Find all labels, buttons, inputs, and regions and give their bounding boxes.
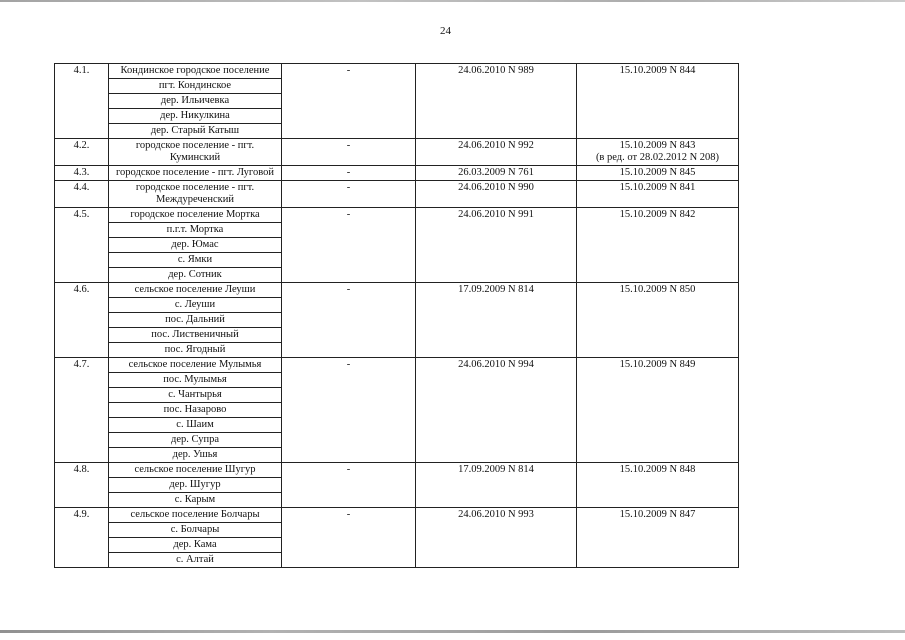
charter-reference-text: 15.10.2009 N 847 xyxy=(619,509,696,520)
municipality-name: сельское поселение Шугур xyxy=(109,463,282,478)
settlement-name: с. Алтай xyxy=(109,553,282,568)
charter-reference xyxy=(577,139,739,166)
charter-reference-text: 15.10.2009 N 848 xyxy=(619,464,696,475)
settlement-name: пос. Лиственичный xyxy=(109,328,282,343)
settlement-name: с. Ямки xyxy=(109,253,282,268)
table-row xyxy=(55,208,739,223)
settlement-name: с. Чантырья xyxy=(109,388,282,403)
municipality-name: городское поселение - пгт. Куминский xyxy=(109,139,282,166)
charter-reference xyxy=(577,358,739,463)
table-row xyxy=(55,283,739,298)
decision-reference: 24.06.2010 N 994 xyxy=(416,358,577,463)
charter-reference-text: 15.10.2009 N 845 xyxy=(619,167,696,178)
row-number: 4.7. xyxy=(55,358,109,463)
empty-field-dash: - xyxy=(282,181,416,208)
municipality-name: городское поселение - пгт. Междуреченский xyxy=(109,181,282,208)
decision-reference: 24.06.2010 N 992 xyxy=(416,139,577,166)
settlement-name: дер. Никулкина xyxy=(109,109,282,124)
municipality-name: городское поселение Мортка xyxy=(109,208,282,223)
empty-field-dash: - xyxy=(282,283,416,358)
charter-reference xyxy=(577,283,739,358)
settlement-name: с. Леуши xyxy=(109,298,282,313)
municipality-name: Кондинское городское поселение xyxy=(109,64,282,79)
decision-reference: 26.03.2009 N 761 xyxy=(416,166,577,181)
settlement-name: пос. Ягодный xyxy=(109,343,282,358)
decision-reference: 24.06.2010 N 990 xyxy=(416,181,577,208)
decision-reference: 24.06.2010 N 991 xyxy=(416,208,577,283)
table-row xyxy=(55,508,739,523)
settlement-name: пос. Мулымья xyxy=(109,373,282,388)
empty-field-dash: - xyxy=(282,64,416,139)
decision-reference: 24.06.2010 N 989 xyxy=(416,64,577,139)
settlement-name: дер. Ильичевка xyxy=(109,94,282,109)
charter-reference xyxy=(577,463,739,508)
table-row xyxy=(55,139,739,166)
page-number: 24 xyxy=(440,25,451,37)
revision-note: (в ред. от 28.02.2012 N 208) xyxy=(595,152,720,163)
settlement-name: дер. Ушья xyxy=(109,448,282,463)
municipality-name: сельское поселение Мулымья xyxy=(109,358,282,373)
settlement-name: с. Болчары xyxy=(109,523,282,538)
settlement-name: пос. Назарово xyxy=(109,403,282,418)
row-number: 4.5. xyxy=(55,208,109,283)
empty-field-dash: - xyxy=(282,166,416,181)
charter-reference-text: 15.10.2009 N 844 xyxy=(619,65,696,76)
charter-reference-text: 15.10.2009 N 849 xyxy=(619,359,696,370)
decision-reference: 17.09.2009 N 814 xyxy=(416,283,577,358)
row-number: 4.4. xyxy=(55,181,109,208)
municipality-name: городское поселение - пгт. Луговой xyxy=(109,166,282,181)
row-number: 4.8. xyxy=(55,463,109,508)
row-number: 4.2. xyxy=(55,139,109,166)
settlement-name: пос. Дальний xyxy=(109,313,282,328)
municipality-name: сельское поселение Болчары xyxy=(109,508,282,523)
settlement-name: с. Шаим xyxy=(109,418,282,433)
row-number: 4.9. xyxy=(55,508,109,568)
charter-reference xyxy=(577,64,739,139)
row-number: 4.6. xyxy=(55,283,109,358)
charter-reference-text: 15.10.2009 N 850 xyxy=(619,284,696,295)
empty-field-dash: - xyxy=(282,358,416,463)
table-row xyxy=(55,463,739,478)
table-row xyxy=(55,166,739,181)
charter-reference-text: 15.10.2009 N 843 xyxy=(619,140,696,151)
row-number: 4.1. xyxy=(55,64,109,139)
settlement-name: дер. Кама xyxy=(109,538,282,553)
charter-reference xyxy=(577,166,739,181)
empty-field-dash: - xyxy=(282,208,416,283)
settlement-name: дер. Юмас xyxy=(109,238,282,253)
settlement-name: с. Карым xyxy=(109,493,282,508)
charter-reference xyxy=(577,508,739,568)
charter-reference-text: 15.10.2009 N 841 xyxy=(619,182,696,193)
settlement-name: дер. Супра xyxy=(109,433,282,448)
empty-field-dash: - xyxy=(282,508,416,568)
settlements-table xyxy=(54,63,739,568)
decision-reference: 24.06.2010 N 993 xyxy=(416,508,577,568)
settlement-name: дер. Старый Катыш xyxy=(109,124,282,139)
row-number: 4.3. xyxy=(55,166,109,181)
table-row xyxy=(55,181,739,208)
table-row xyxy=(55,64,739,79)
empty-field-dash: - xyxy=(282,139,416,166)
settlement-name: дер. Сотник xyxy=(109,268,282,283)
decision-reference: 17.09.2009 N 814 xyxy=(416,463,577,508)
charter-reference-text: 15.10.2009 N 842 xyxy=(619,209,696,220)
settlement-name: пгт. Кондинское xyxy=(109,79,282,94)
empty-field-dash: - xyxy=(282,463,416,508)
municipality-name: сельское поселение Леуши xyxy=(109,283,282,298)
settlement-name: дер. Шугур xyxy=(109,478,282,493)
charter-reference xyxy=(577,181,739,208)
table-row xyxy=(55,358,739,373)
settlement-name: п.г.т. Мортка xyxy=(109,223,282,238)
table-body xyxy=(55,64,739,568)
scan-edge-top xyxy=(0,0,905,2)
charter-reference xyxy=(577,208,739,283)
scan-edge-bottom xyxy=(0,630,905,633)
